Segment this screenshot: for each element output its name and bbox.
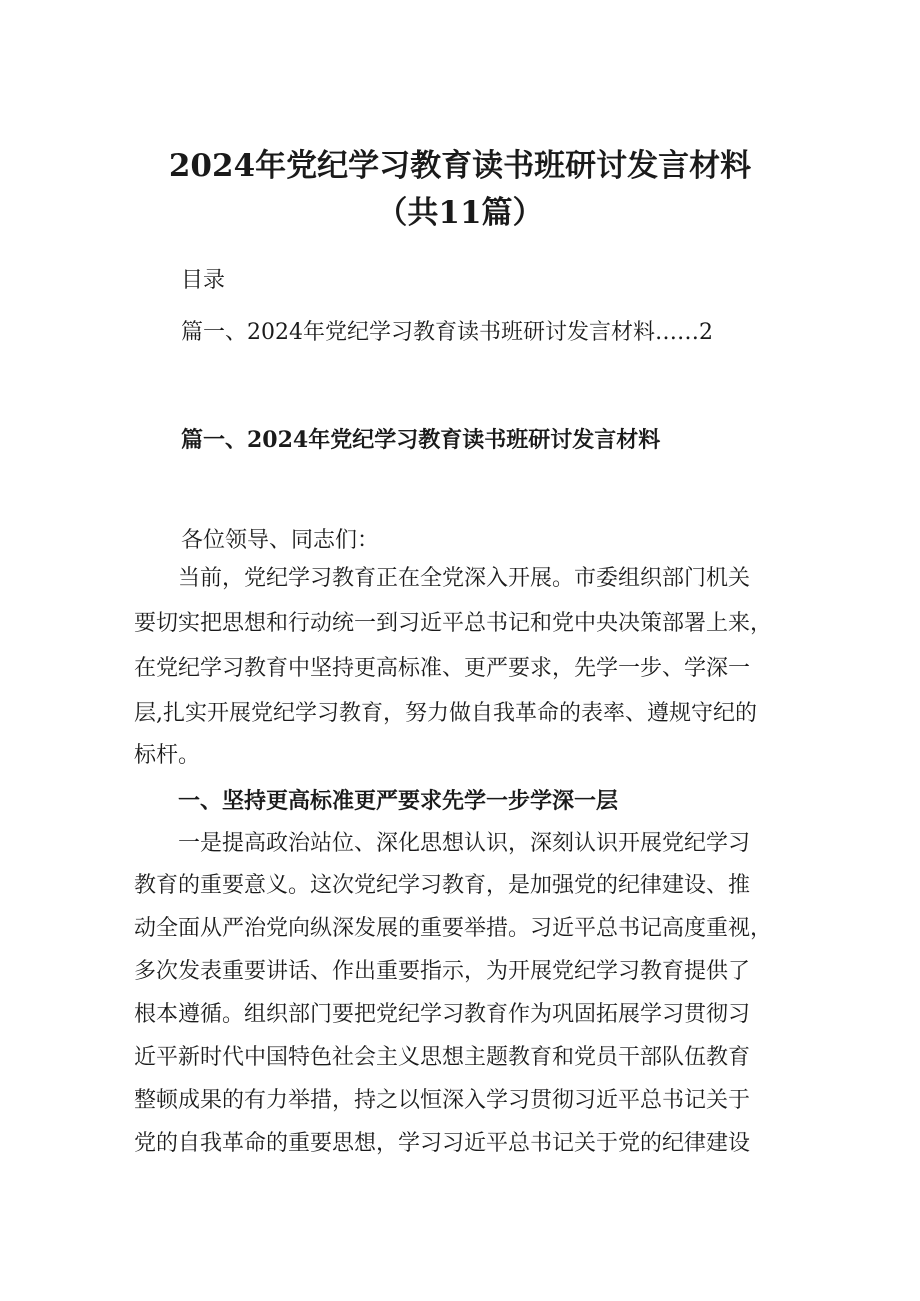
section-heading: 篇一、2024年党纪学习教育读书班研讨发言材料	[181, 427, 661, 453]
subheading: 一、坚持更高标准更严要求先学一步学深一层	[134, 788, 619, 814]
paragraph-1-line: 在党纪学习教育中坚持更高标准、更严要求，先学一步、学深一	[134, 656, 751, 681]
document-title-line-1: 2024年党纪学习教育读书班研讨发言材料	[168, 148, 752, 184]
paragraph-1-line: 层,扎实开展党纪学习教育，努力做自我革命的表率、遵规守纪的	[134, 701, 757, 726]
paragraph-2-line: 教育的重要意义。这次党纪学习教育，是加强党的纪律建设、推	[134, 873, 751, 898]
document-title-line-2: （共11篇）	[376, 195, 544, 231]
paragraph-1-line: 当前，党纪学习教育正在全党深入开展。市委组织部门机关	[134, 566, 751, 591]
paragraph-2-line: 整顿成果的有力举措，持之以恒深入学习贯彻习近平总书记关于	[134, 1088, 751, 1113]
paragraph-2-line: 党的自我革命的重要思想，学习习近平总书记关于党的纪律建设	[134, 1131, 751, 1156]
salutation: 各位领导、同志们：	[181, 528, 380, 553]
paragraph-2-line: 多次发表重要讲话、作出重要指示，为开展党纪学习教育提供了	[134, 959, 751, 984]
toc-item[interactable]: 篇一、2024年党纪学习教育读书班研讨发言材料……2	[181, 320, 713, 345]
paragraph-1-line: 要切实把思想和行动统一到习近平总书记和党中央决策部署上来，	[134, 611, 773, 636]
paragraph-2-line: 动全面从严治党向纵深发展的重要举措。习近平总书记高度重视，	[134, 916, 773, 941]
paragraph-2-line: 近平新时代中国特色社会主义思想主题教育和党员干部队伍教育	[134, 1045, 751, 1070]
paragraph-1-line: 标杆。	[134, 743, 201, 768]
paragraph-2-line: 一是提高政治站位、深化思想认识，深刻认识开展党纪学习	[134, 831, 751, 856]
paragraph-2-line: 根本遵循。组织部门要把党纪学习教育作为巩固拓展学习贯彻习	[134, 1002, 751, 1027]
toc-label: 目录	[181, 268, 226, 293]
